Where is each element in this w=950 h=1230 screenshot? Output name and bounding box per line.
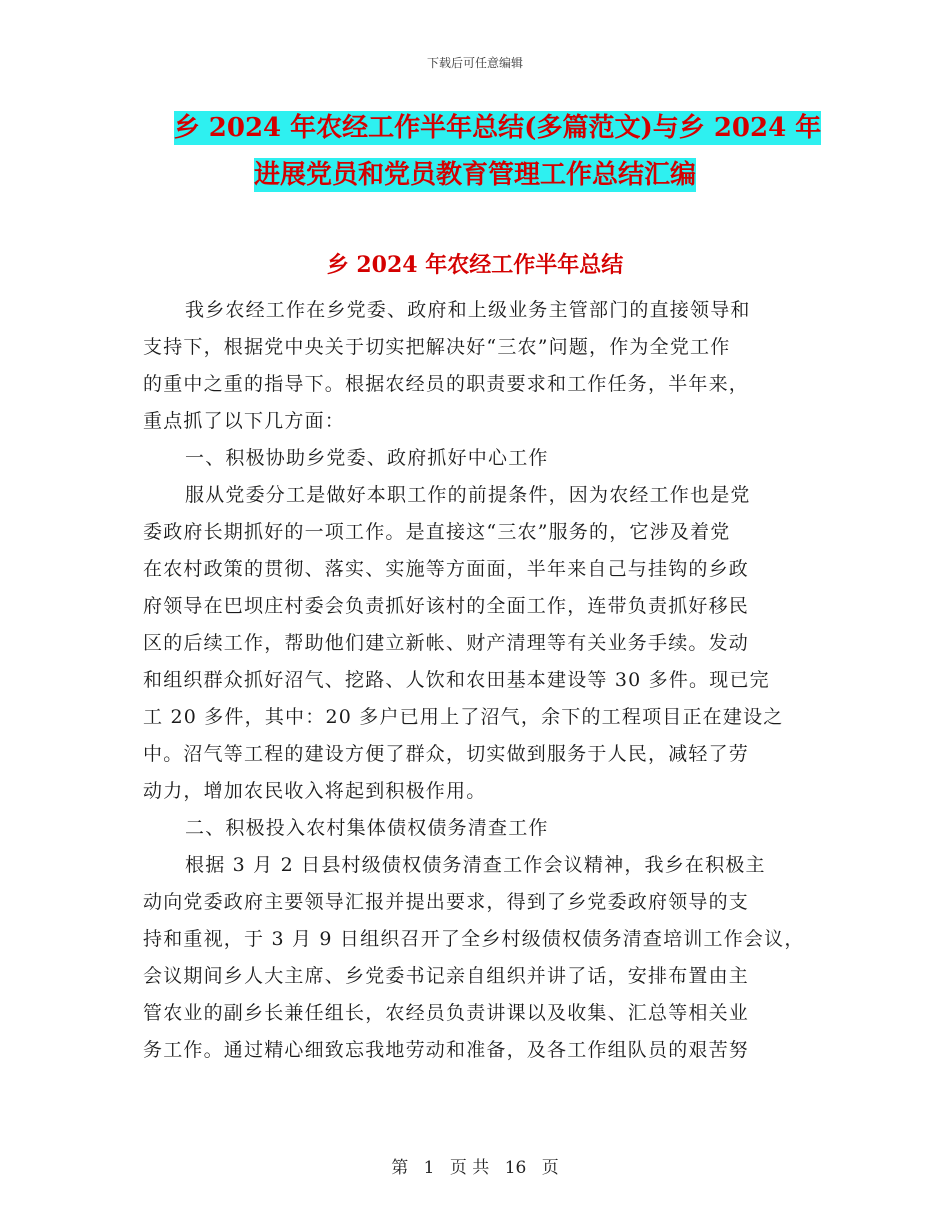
paragraph-line: 府领导在巴坝庄村委会负责抓好该村的全面工作，连带负责抓好移民	[143, 595, 750, 617]
paragraph-line: 管农业的副乡长兼任组长，农经员负责讲课以及收集、汇总等相关业	[143, 1002, 750, 1024]
paragraph-line: 的重中之重的指导下。根据农经员的职责要求和工作任务，半年来，	[143, 373, 750, 395]
paragraph-line: 动向党委政府主要领导汇报并提出要求，得到了乡党委政府领导的支	[143, 891, 750, 913]
paragraph-line: 动力，增加农民收入将起到积极作用。	[143, 780, 487, 802]
paragraph-line: 持和重视，于 3 月 9 日组织召开了全乡村级债权债务清查培训工作会议，	[143, 928, 805, 950]
paragraph-line: 务工作。通过精心细致忘我地劳动和准备，及各工作组队员的艰苦努	[143, 1039, 750, 1061]
paragraph-line: 工 20 多件，其中：20 多户已用上了沼气，余下的工程项目正在建设之	[143, 706, 784, 728]
paragraph-line: 中。沼气等工程的建设方便了群众，切实做到服务于人民，减轻了劳	[143, 743, 750, 765]
paragraph-line: 和组织群众抓好沼气、挖路、人饮和农田基本建设等 30 多件。现已完	[143, 669, 770, 691]
title-highlight-2: 进展党员和党员教育管理工作总结汇编	[253, 160, 696, 190]
paragraph-line: 委政府长期抓好的一项工作。是直接这“三农”服务的，它涉及着党	[143, 521, 731, 543]
page-header: 下载后可任意编辑	[426, 56, 523, 70]
heading-line: 一、积极协助乡党委、政府抓好中心工作	[185, 447, 549, 469]
footer-prefix: 第	[391, 1158, 409, 1178]
paragraph-line: 重点抓了以下几方面：	[143, 410, 346, 432]
paragraph-line: 区的后续工作，帮助他们建立新帐、财产清理等有关业务手续。发动	[143, 632, 750, 654]
paragraph-line: 会议期间乡人大主席、乡党委书记亲自组织并讲了话，安排布置由主	[143, 965, 750, 987]
section-title: 乡 2024 年农经工作半年总结	[326, 252, 624, 278]
title-highlight-1: 乡 2024 年农经工作半年总结(多篇范文)与乡 2024 年	[173, 113, 822, 143]
paragraph-line: 在农村政策的贯彻、落实、实施等方面面，半年来自己与挂钩的乡政	[143, 558, 750, 580]
footer-middle: 页 共	[449, 1158, 490, 1178]
paragraph-line: 服从党委分工是做好本职工作的前提条件，因为农经工作也是党	[185, 484, 751, 506]
heading-line: 二、积极投入农村集体债权债务清查工作	[185, 817, 549, 839]
current-page-number: 1	[423, 1158, 435, 1178]
paragraph-line: 根据 3 月 2 日县村级债权债务清查工作会议精神，我乡在积极主	[185, 854, 766, 876]
footer-suffix: 页	[541, 1158, 559, 1178]
total-page-count: 16	[504, 1158, 527, 1178]
document-title-line-2	[0, 157, 950, 193]
document-title-line-1	[0, 110, 950, 146]
page-footer	[0, 1153, 950, 1178]
paragraph-line: 我乡农经工作在乡党委、政府和上级业务主管部门的直接领导和	[185, 299, 751, 321]
paragraph-line: 支持下，根据党中央关于切实把解决好“三农”问题，作为全党工作	[143, 336, 731, 358]
body-text	[143, 292, 823, 1069]
